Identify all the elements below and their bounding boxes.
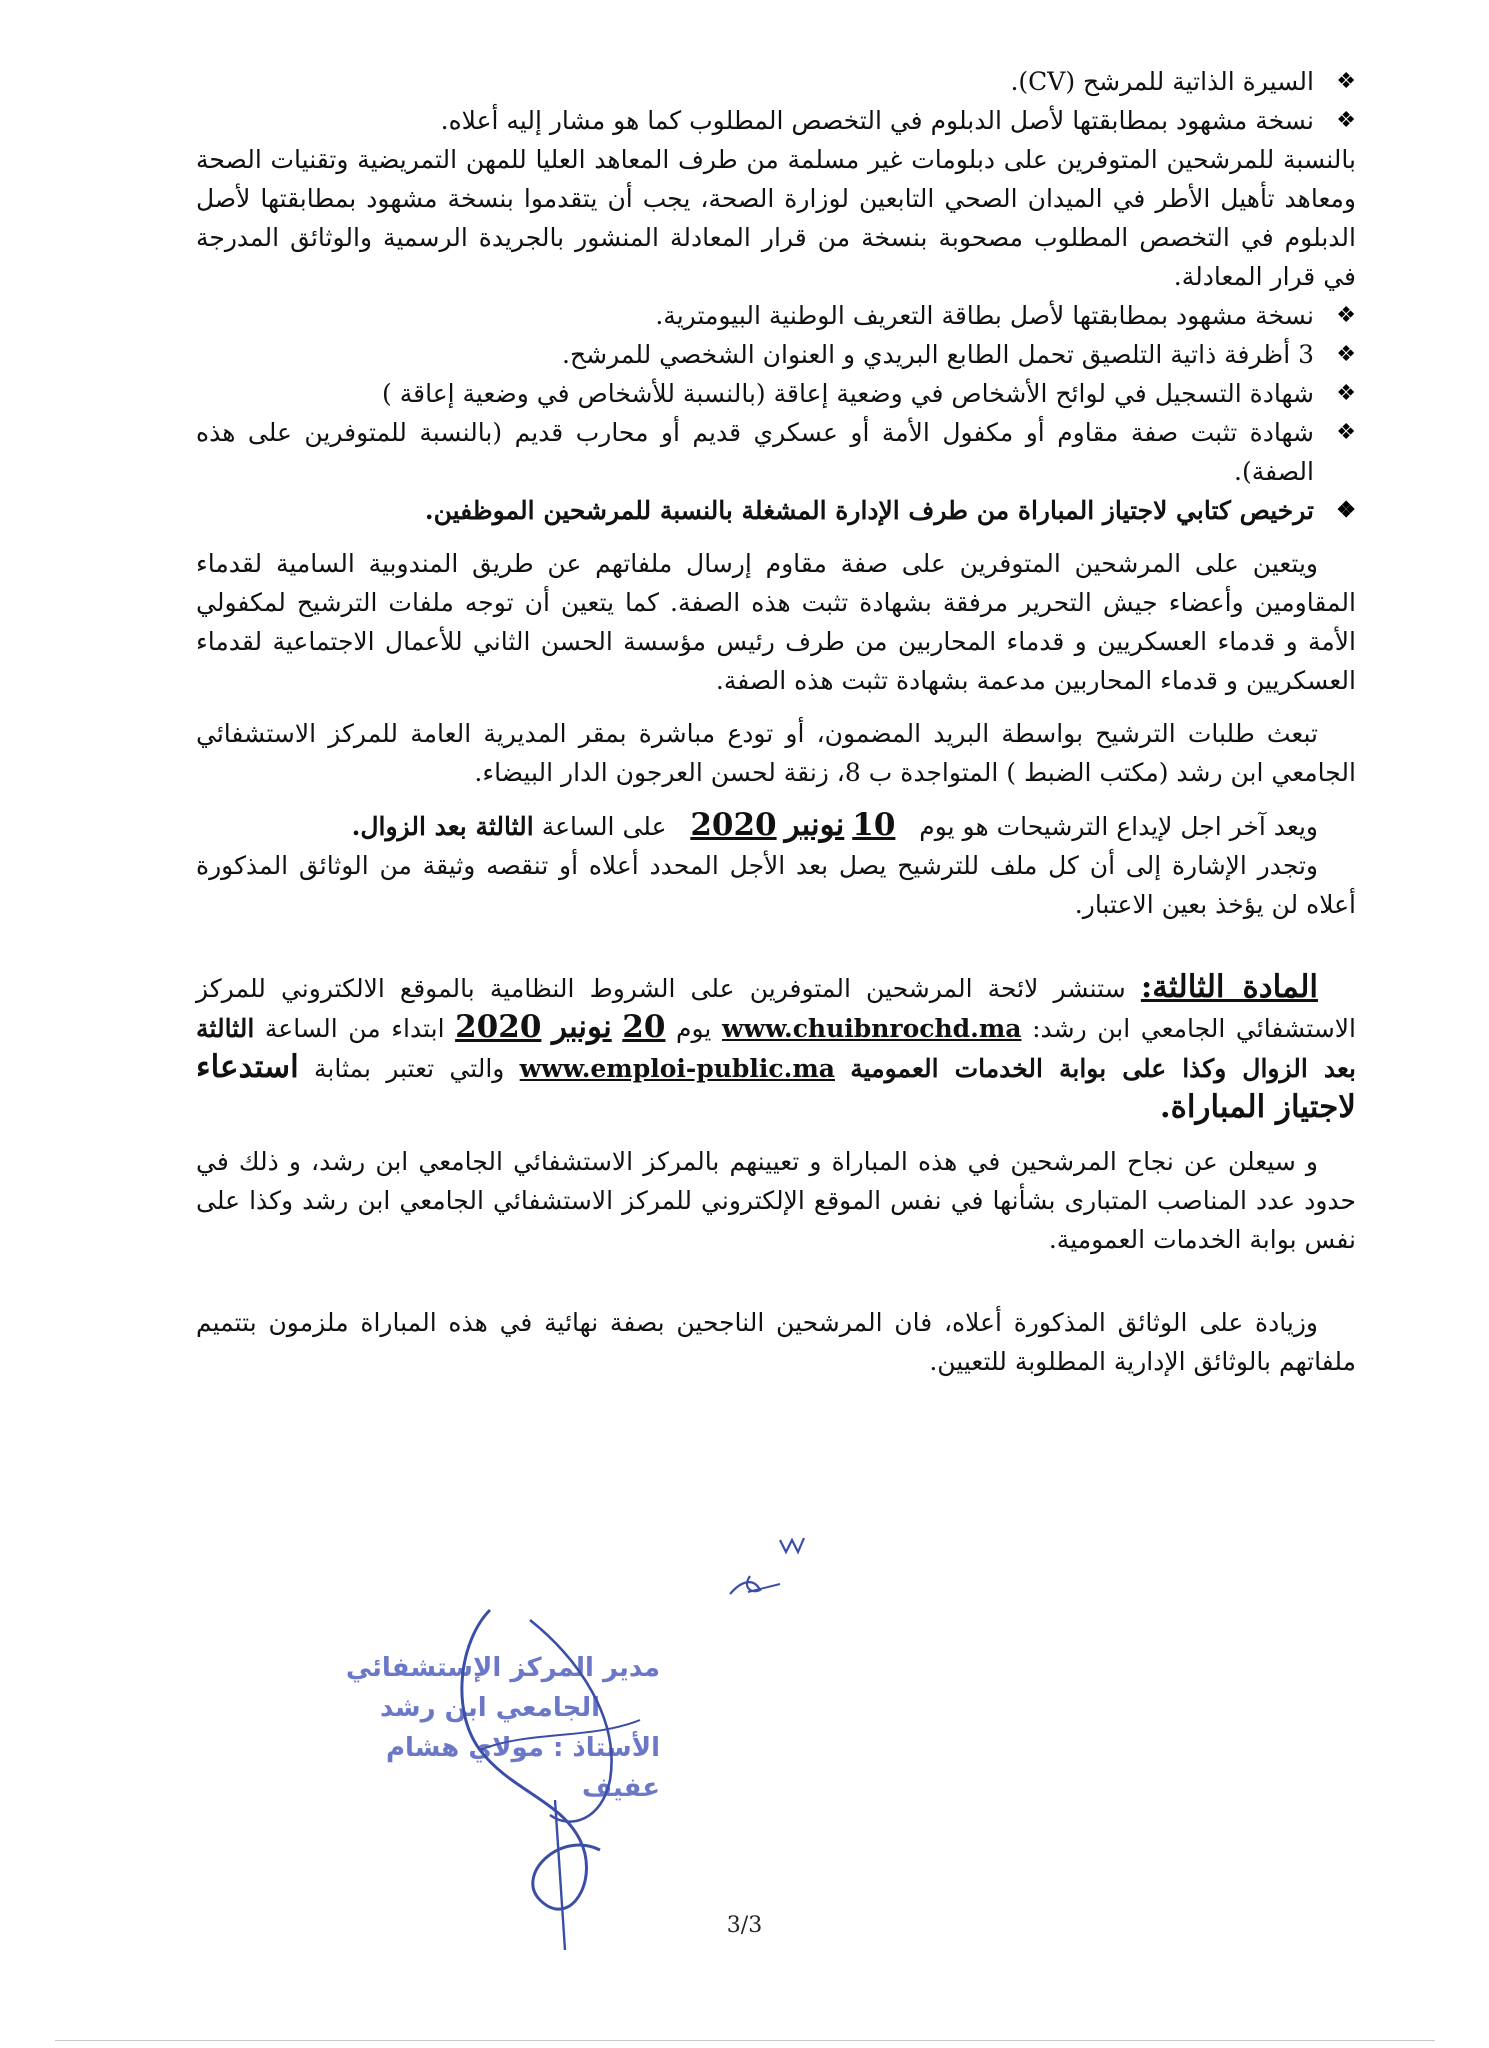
stamp-title: مدير المركز الإستشفائي	[345, 1653, 660, 1683]
article3-text3: والتي تعتبر بمثابة	[314, 1054, 505, 1083]
list-item: ❖ شهادة التسجيل في لوائح الأشخاص في وضعية إعاقة (بالنسبة للأشخاص في وضعية إعاقة )	[196, 374, 1356, 413]
deadline-paragraph	[196, 806, 1356, 846]
late-paragraph: وتجدر الإشارة إلى أن كل ملف للترشيح يصل بعد الأجل المحدد أعلاه أو تنقصه وثيقة من الوثائق المذكورة أعلاه لن يؤخذ بعين الاعتبار.	[196, 851, 1356, 919]
list-item: ❖ نسخة مشهود بمطابقتها لأصل الدبلوم في التخصص المطلوب كما هو مشار إليه أعلاه.	[196, 101, 1356, 140]
equivalence-paragraph: بالنسبة للمرشحين المتوفرين على دبلومات غير مسلمة من طرف المعاهد العليا للمهن التمريضية وتقنيات الصحة ومعاهد تأهيل الأطر في الميدان الصحي التابعين لوزارة الصحة، يجب أن يتقدموا بنسخة مشهود بمطابقتها لأصل الدبلوم في التخصص المطلوب مصحوبة بنسخة من قرار المعادلة المنشور بالجريدة الرسمية والوثائق المدرجة في قرار المعادلة.	[196, 145, 1356, 291]
stamp-institution: الجامعي ابن رشد	[380, 1693, 600, 1723]
required-documents-list-1	[196, 62, 1356, 140]
convocation-text: استدعاء لاجتياز المباراة.	[196, 1049, 1356, 1125]
sending-paragraph: تبعث طلبات الترشيح بواسطة البريد المضمون، أو تودع مباشرة بمقر المديرية العامة للمركز الاستشفائي الجامعي ابن رشد (مكتب الضبط ) المتواجدة ب 8، زنقة لحسن العرجون الدار البيضاء.	[196, 719, 1356, 787]
website-link-chuibnrochd[interactable]: www.chuibnrochd.ma	[721, 1014, 1022, 1043]
required-documents-list-2	[196, 296, 1356, 530]
publication-date-year: 2020	[455, 1009, 542, 1045]
page-bottom-rule	[55, 2040, 1435, 2041]
deadline-prefix: ويعد آخر اجل لإيداع الترشيحات هو يوم	[919, 812, 1318, 841]
initials-mark	[720, 1528, 810, 1608]
deadline-middle: على الساعة	[541, 812, 667, 841]
page-number: 3/3	[726, 1913, 763, 1938]
deadline-date-month: نونبر	[784, 807, 845, 843]
results-paragraph: و سيعلن عن نجاح المرشحين في هذه المباراة و تعيينهم بالمركز الاستشفائي الجامعي ابن رشد، و ذلك في حدود عدد المناصب المتبارى بشأنها في نفس الموقع الإلكتروني للمركز الاستشفائي الجامعي ابن رشد وكذا على نفس بوابة الخدمات العمومية.	[196, 1147, 1356, 1254]
article3-text1: ستنشر لائحة المرشحين المتوفرين على الشروط النظامية بالموقع الالكتروني للمركز الاستشفائي الجامعي ابن رشد:	[196, 974, 1356, 1043]
article3-heading: المادة الثالثة:	[1140, 969, 1318, 1005]
publication-date-day: 20	[622, 1009, 666, 1045]
final-paragraph: وزيادة على الوثائق المذكورة أعلاه، فان المرشحين الناجحين بصفة نهائية في هذه المباراة ملزمون بتتميم ملفاتهم بالوثائق الإدارية المطلوبة للتعيين.	[196, 1308, 1356, 1376]
list-item-bold: ❖ ترخيص كتابي لاجتياز المباراة من طرف الإدارة المشغلة بالنسبة للمرشحين الموظفين.	[196, 491, 1356, 530]
stamp-director-name: الأستاذ : مولاي هشام عفيف	[385, 1733, 660, 1803]
publication-date-month: نونبر	[551, 1009, 612, 1045]
document-body	[196, 62, 1356, 1381]
list-item: ❖ السيرة الذاتية للمرشح (CV).	[196, 62, 1356, 101]
deadline-date-year: 2020	[690, 807, 777, 843]
handwritten-signature	[420, 1600, 680, 1960]
resistance-paragraph: ويتعين على المرشحين المتوفرين على صفة مقاوم إرسال ملفاتهم عن طريق المندوبية السامية لقدماء المقاومين وأعضاء جيش التحرير مرفقة بشهادة تثبت هذه الصفة. كما يتعين أن توجه ملفات الترشيح لمكفولي الأمة و قدماء العسكريين و قدماء المحاربين من طرف رئيس مؤسسة الحسن الثاني للأعمال الاجتماعية لقدماء العسكريين و قدماء المحاربين مدعمة بشهادة تثبت هذه الصفة.	[196, 549, 1356, 695]
article3-time: الثالثة بعد الزوال وكذا على بوابة الخدمات العمومية	[196, 1014, 1356, 1083]
deadline-date-day: 10	[852, 807, 896, 843]
list-item: ❖ نسخة مشهود بمطابقتها لأصل بطاقة التعريف الوطنية البيومترية.	[196, 296, 1356, 335]
list-item: ❖ 3 أظرفة ذاتية التلصيق تحمل الطابع البريدي و العنوان الشخصي للمرشح.	[196, 335, 1356, 374]
article3-paragraph	[196, 968, 1356, 1128]
article3-day-word: يوم	[676, 1014, 712, 1043]
list-item: ❖ شهادة تثبت صفة مقاوم أو مكفول الأمة أو عسكري قديم أو محارب قديم (بالنسبة للمتوفرين على هذه الصفة).	[196, 413, 1356, 491]
deadline-time: الثالثة بعد الزوال.	[351, 812, 534, 841]
article3-text2: ابتداء من الساعة	[264, 1014, 445, 1043]
website-link-emploi-public[interactable]: www.emploi-public.ma	[519, 1054, 835, 1083]
